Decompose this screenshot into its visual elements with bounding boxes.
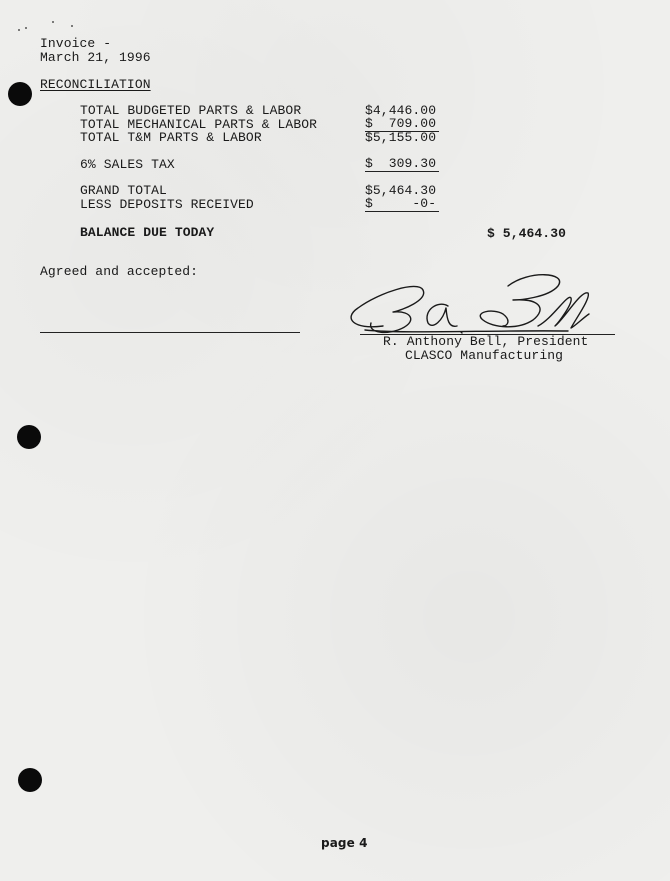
scan-speck	[71, 25, 73, 27]
line-item-amount: $ -0-	[365, 197, 439, 212]
section-heading: RECONCILIATION	[40, 77, 151, 92]
invoice-title: Invoice -	[40, 36, 112, 51]
balance-amount: $ 5,464.30	[487, 226, 567, 241]
balance-label: BALANCE DUE TODAY	[80, 225, 215, 240]
line-item-amount: $ 709.00	[365, 117, 439, 132]
signature-graphic	[343, 268, 603, 343]
signatory-name-title: R. Anthony Bell, President	[383, 334, 589, 349]
line-item-label: TOTAL MECHANICAL PARTS & LABOR	[80, 117, 318, 132]
line-item-label: LESS DEPOSITS RECEIVED	[80, 197, 254, 212]
punch-hole	[17, 425, 41, 449]
scan-speck	[52, 21, 54, 23]
line-item-label: 6% SALES TAX	[80, 157, 175, 172]
line-item-amount: $4,446.00	[365, 103, 437, 118]
line-item-label: TOTAL T&M PARTS & LABOR	[80, 130, 262, 145]
acceptance-label: Agreed and accepted:	[40, 264, 199, 279]
line-item-label: TOTAL BUDGETED PARTS & LABOR	[80, 103, 302, 118]
invoice-date: March 21, 1996	[40, 50, 151, 65]
punch-hole	[18, 768, 42, 792]
scan-speck	[18, 29, 20, 31]
customer-signature-line	[40, 332, 300, 333]
scan-speck	[25, 27, 27, 29]
line-item-label: GRAND TOTAL	[80, 183, 167, 198]
signatory-company: CLASCO Manufacturing	[405, 348, 564, 363]
line-item-amount: $5,464.30	[365, 183, 437, 198]
page-number: page 4	[321, 836, 368, 850]
punch-hole	[8, 82, 32, 106]
line-item-amount: $ 309.30	[365, 157, 439, 172]
line-item-amount: $5,155.00	[365, 130, 437, 145]
